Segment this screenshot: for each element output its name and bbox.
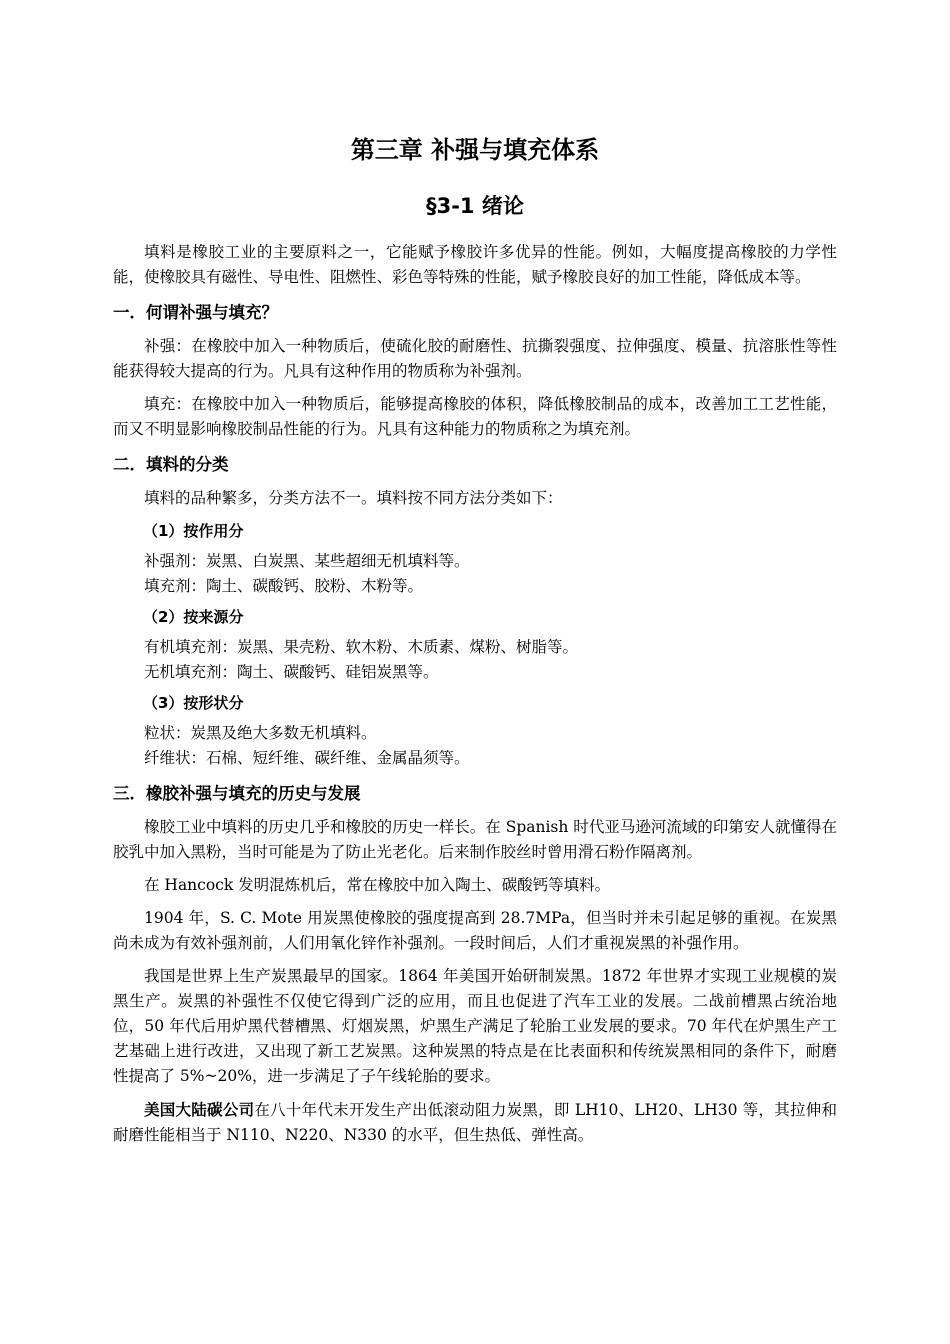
list-item: 无机填充剂：陶土、碳酸钙、硅铝炭黑等。 bbox=[144, 663, 439, 681]
intro-paragraph: 填料是橡胶工业的主要原料之一，它能赋予橡胶许多优异的性能。例如，大幅度提高橡胶的力学性能，使橡胶具有磁性、导电性、阻燃性、彩色等特殊的性能，赋予橡胶良好的加工性能，降低成本等。 bbox=[113, 243, 837, 286]
paragraph-history-5 bbox=[113, 1097, 837, 1148]
heading-what-is-reinforcement: 一．何谓补强与填充？ bbox=[113, 303, 278, 322]
list-item: 纤维状：石棉、短纤维、碳纤维、金属晶须等。 bbox=[144, 749, 470, 767]
list-item: 填充剂：陶土、碳酸钙、胶粉、木粉等。 bbox=[144, 577, 424, 595]
paragraph-classification-intro: 填料的品种繁多，分类方法不一。填料按不同方法分类如下： bbox=[144, 489, 563, 507]
paragraph-history-3: 1904 年，S. C. Mote 用炭黑使橡胶的强度提高到 28.7MPa，但当时并未引起足够的重视。在炭黑尚未成为有效补强剂前，人们用氧化锌作补强剂。一段时间后，人们才重视炭黑的补强作用。 bbox=[113, 909, 837, 952]
heading-history: 三．橡胶补强与填充的历史与发展 bbox=[113, 784, 361, 803]
chapter-title: 第三章 补强与填充体系 bbox=[350, 136, 600, 164]
paragraph-reinforcement-definition: 补强：在橡胶中加入一种物质后，使硫化胶的耐磨性、抗撕裂强度、拉伸强度、模量、抗溶胀性等性能获得较大提高的行为。凡具有这种作用的物质称为补强剂。 bbox=[113, 337, 837, 380]
subheading-by-function: （1）按作用分 bbox=[143, 522, 244, 540]
list-by-function bbox=[113, 549, 837, 599]
document-body bbox=[113, 130, 837, 1156]
list-by-shape bbox=[113, 721, 837, 771]
list-item: 粒状：炭黑及绝大多数无机填料。 bbox=[144, 724, 377, 742]
company-name: 美国大陆碳公司 bbox=[144, 1100, 255, 1119]
section-title: §3-1 绪论 bbox=[426, 194, 524, 218]
heading-filler-classification: 二．填料的分类 bbox=[113, 455, 229, 474]
list-item: 补强剂：炭黑、白炭黑、某些超细无机填料等。 bbox=[144, 552, 470, 570]
list-item: 有机填充剂：炭黑、果壳粉、软木粉、木质素、煤粉、树脂等。 bbox=[144, 638, 579, 656]
paragraph-filling-definition: 填充：在橡胶中加入一种物质后，能够提高橡胶的体积，降低橡胶制品的成本，改善加工工艺性能，而又不明显影响橡胶制品性能的行为。凡具有这种能力的物质称之为填充剂。 bbox=[113, 395, 837, 438]
list-by-source bbox=[113, 635, 837, 685]
paragraph-history-2: 在 Hancock 发明混炼机后，常在橡胶中加入陶土、碳酸钙等填料。 bbox=[144, 876, 611, 894]
paragraph-history-1: 橡胶工业中填料的历史几乎和橡胶的历史一样长。在 Spanish 时代亚马逊河流域的印第安人就懂得在胶乳中加入黑粉，当时可能是为了防止光老化。后来制作胶丝时曾用滑石粉作隔离剂。 bbox=[113, 818, 837, 861]
subheading-by-source: （2）按来源分 bbox=[143, 608, 244, 626]
subheading-by-shape: （3）按形状分 bbox=[143, 694, 244, 712]
paragraph-history-4: 我国是世界上生产炭黑最早的国家。1864 年美国开始研制炭黑。1872 年世界才实现工业规模的炭黑生产。炭黑的补强性不仅使它得到广泛的应用，而且也促进了汽车工业的发展。二战前槽黑占统治地位，50 年代后用炉黑代替槽黑、灯烟炭黑，炉黑生产满足了轮胎工业发展的要求。70 年代在炉黑生产工艺基础上进行改进，又出现了新工艺炭黑。这种炭黑的特点是在比表面积和传统炭黑相同的条件下，耐磨性提高了 5%~20%，进一步满足了子午线轮胎的要求。 bbox=[113, 967, 837, 1085]
paragraph-history-5-text: 在八十年代末开发生产出低滚动阻力炭黑，即 LH10、LH20、LH30 等，其拉伸和耐磨性能相当于 N110、N220、N330 的水平，但生热低、弹性高。 bbox=[113, 1101, 837, 1144]
